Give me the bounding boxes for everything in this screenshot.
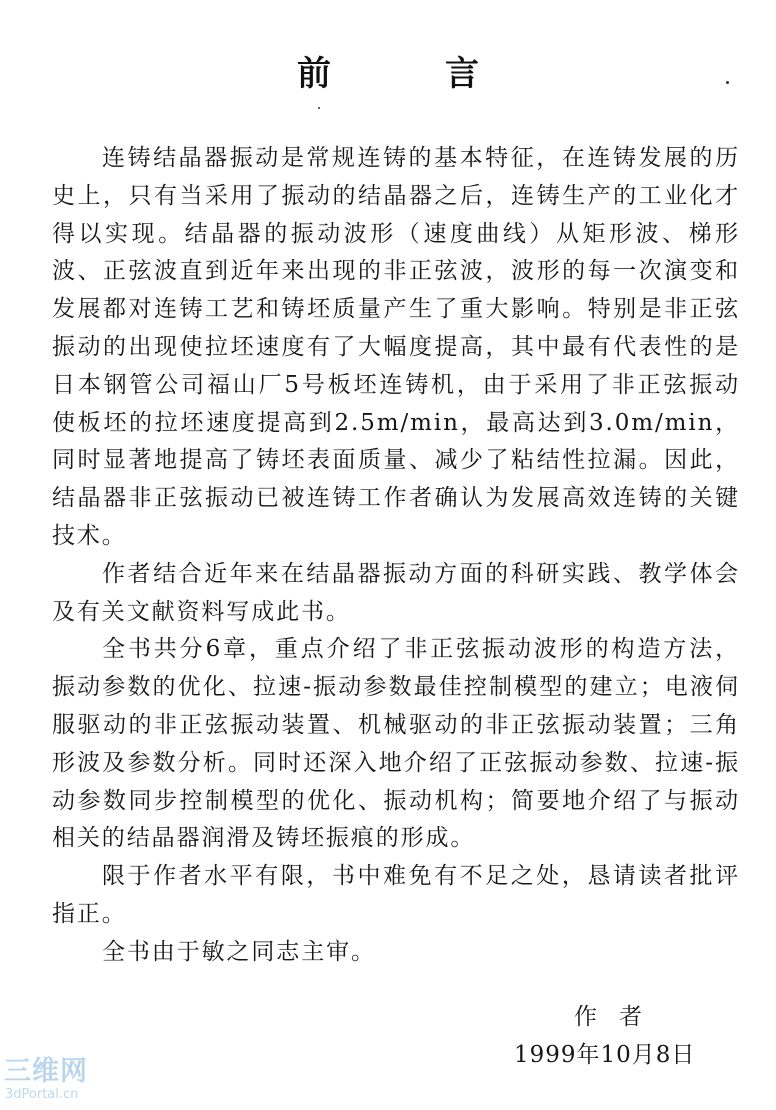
page-title: 前 言 [297,54,519,94]
paragraph: 连铸结晶器振动是常规连铸的基本特征，在连铸发展的历史上，只有当采用了振动的结晶器之后，连铸生产的工业化才得以实现。结晶器的振动波形（速度曲线）从矩形波、梯形波、正弦波直到近年来出现的非正弦波，波形的每一次演变和发展都对连铸工艺和铸坯质量产生了重大影响。特别是非正弦振动的出现使拉坯速度有了大幅度提高，其中最有代表性的是日本钢管公司福山厂5号板坯连铸机，由于采用了非正弦振动使板坯的拉坯速度提高到2.5m/min，最高达到3.0m/min，同时显著地提高了铸坯表面质量、减少了粘结性拉漏。因此，结晶器非正弦振动已被连铸工作者确认为发展高效连铸的关键技术。 [52,145,740,549]
paragraph: 全书由于敏之同志主审。 [102,938,376,965]
scan-speck [318,107,320,109]
watermark-sub-text: 3dPortal.cn [5,1087,79,1102]
watermark-logo [4,1058,114,1106]
paragraph: 全书共分6章，重点介绍了非正弦振动波形的构造方法，振动参数的优化、拉速-振动参数最佳控制模型的建立；电液伺服驱动的非正弦振动装置、机械驱动的非正弦振动装置；三角形波及参数分析。同时还深入地介绍了正弦振动参数、拉速-振动参数同步控制模型的优化、振动机构；简要地介绍了与振动相关的结晶器润滑及铸坯振痕的形成。 [52,636,740,852]
signature-author: 作者 [574,1004,664,1030]
watermark-main-text: 三维网 [4,1056,88,1087]
paragraph: 限于作者水平有限，书中难免有不足之处，恳请读者批评指正。 [52,863,740,927]
signature-date: 1999年10月8日 [514,1042,696,1068]
scan-speck [726,81,729,84]
preface-body [52,140,740,972]
paragraph: 作者结合近年来在结晶器振动方面的科研实践、教学体会及有关文献资料写成此书。 [52,560,740,625]
